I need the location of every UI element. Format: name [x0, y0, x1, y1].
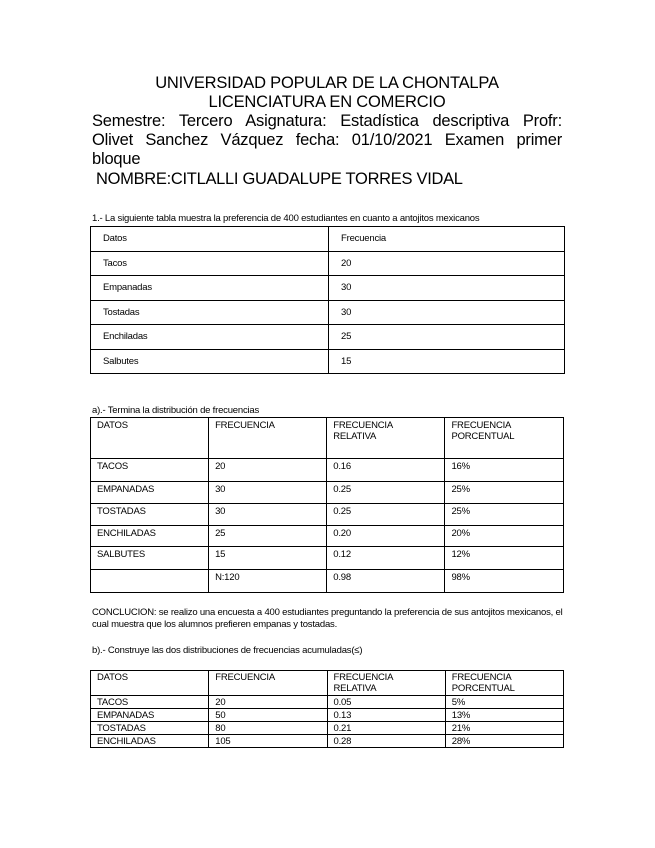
header-cell: FRECUENCIA	[209, 418, 327, 459]
table-row	[91, 459, 564, 482]
table-cell: 5%	[445, 696, 563, 709]
header-cell: FRECUENCIA	[209, 671, 327, 696]
table-cell	[91, 570, 209, 593]
table-row	[91, 325, 565, 350]
table-cell: Enchiladas	[91, 325, 329, 350]
table-cell: 0.16	[327, 459, 445, 482]
exam-info-line-3: bloque	[92, 150, 141, 168]
exam-header	[92, 74, 562, 189]
table-cell: 0.98	[327, 570, 445, 593]
table-cell: 16%	[445, 459, 564, 482]
table-cell: SALBUTES	[91, 547, 209, 570]
table-row	[91, 300, 565, 325]
table-cell: 80	[209, 722, 327, 735]
frequency-distribution-table	[90, 417, 564, 593]
table-row	[91, 547, 564, 570]
header-cell: DATOS	[91, 671, 209, 696]
table-cell: Empanadas	[91, 276, 329, 301]
table-cell: 20	[329, 251, 565, 276]
table-cell: 0.20	[327, 526, 445, 547]
table-cell: Salbutes	[91, 349, 329, 374]
header-cell: FRECUENCIA PORCENTUAL	[445, 671, 563, 696]
table-cell: 0.28	[327, 735, 445, 748]
table-row	[91, 722, 564, 735]
table-row	[91, 276, 565, 301]
table-cell: 0.25	[327, 504, 445, 526]
table-cell: EMPANADAS	[91, 709, 209, 722]
table-cell: 20%	[445, 526, 564, 547]
table-cell: 20	[209, 459, 327, 482]
table-row	[91, 482, 564, 504]
exam-info-line-1: Semestre: Tercero Asignatura: Estadística descriptiva Profr:	[92, 112, 562, 130]
table-cell: 50	[209, 709, 327, 722]
preference-table	[90, 226, 565, 374]
table-row	[91, 696, 564, 709]
table-cell: 0.12	[327, 547, 445, 570]
university-name: UNIVERSIDAD POPULAR DE LA CHONTALPA	[155, 74, 499, 92]
table-cell: TOSTADAS	[91, 504, 209, 526]
table-cell: 25%	[445, 504, 564, 526]
table-row	[91, 504, 564, 526]
table-cell: Tostadas	[91, 300, 329, 325]
conclusion-text: CONCLUCION: se realizo una encuesta a 400 estudiantes preguntando la preferencia de sus antojitos mexicanos, el cual muestra que los alumnos prefieren empanas y tostadas.	[92, 607, 563, 630]
table-cell: 28%	[445, 735, 563, 748]
question-1-prompt: 1.- La siguiente tabla muestra la preferencia de 400 estudiantes en cuanto a antojitos mexicanos	[92, 213, 480, 224]
table-cell: 0.25	[327, 482, 445, 504]
table-cell: EMPANADAS	[91, 482, 209, 504]
table-cell: 25	[209, 526, 327, 547]
table-cell: ENCHILADAS	[91, 526, 209, 547]
cumulative-distribution-table	[90, 670, 564, 748]
header-cell: FRECUENCIA RELATIVA	[327, 418, 445, 459]
table-cell: 0.21	[327, 722, 445, 735]
table-cell: 12%	[445, 547, 564, 570]
table-cell: 105	[209, 735, 327, 748]
table-row	[91, 349, 565, 374]
exam-info-line-2: Olivet Sanchez Vázquez fecha: 01/10/2021 Examen primer	[92, 131, 562, 149]
table-total-row	[91, 570, 564, 593]
table-header-row	[91, 227, 565, 252]
student-name: NOMBRE:CITLALLI GUADALUPE TORRES VIDAL	[96, 170, 463, 188]
question-a-prompt: a).- Termina la distribución de frecuencias	[92, 405, 260, 416]
table-cell: 30	[209, 504, 327, 526]
table-header-row	[91, 671, 564, 696]
table-cell: 25	[329, 325, 565, 350]
question-b-prompt: b).- Construye las dos distribuciones de frecuencias acumuladas(≤)	[92, 645, 363, 656]
table-cell: 98%	[445, 570, 564, 593]
header-cell: DATOS	[91, 418, 209, 459]
header-cell: Frecuencia	[329, 227, 565, 252]
table-cell: TOSTADAS	[91, 722, 209, 735]
table-row	[91, 526, 564, 547]
table-cell: 20	[209, 696, 327, 709]
table-cell: N:120	[209, 570, 327, 593]
table-row	[91, 251, 565, 276]
header-cell: FRECUENCIA PORCENTUAL	[445, 418, 564, 459]
table-cell: TACOS	[91, 459, 209, 482]
table-cell: 30	[329, 300, 565, 325]
table-cell: 13%	[445, 709, 563, 722]
table-row	[91, 735, 564, 748]
table-row	[91, 709, 564, 722]
table-cell: 21%	[445, 722, 563, 735]
header-cell: Datos	[91, 227, 329, 252]
degree-name: LICENCIATURA EN COMERCIO	[208, 93, 446, 111]
table-cell: 0.05	[327, 696, 445, 709]
table-cell: Tacos	[91, 251, 329, 276]
table-cell: 30	[329, 276, 565, 301]
table-cell: 15	[329, 349, 565, 374]
table-cell: TACOS	[91, 696, 209, 709]
table-cell: 0.13	[327, 709, 445, 722]
header-cell: FRECUENCIA RELATIVA	[327, 671, 445, 696]
table-cell: 15	[209, 547, 327, 570]
table-header-row	[91, 418, 564, 459]
table-cell: ENCHILADAS	[91, 735, 209, 748]
table-cell: 25%	[445, 482, 564, 504]
table-cell: 30	[209, 482, 327, 504]
